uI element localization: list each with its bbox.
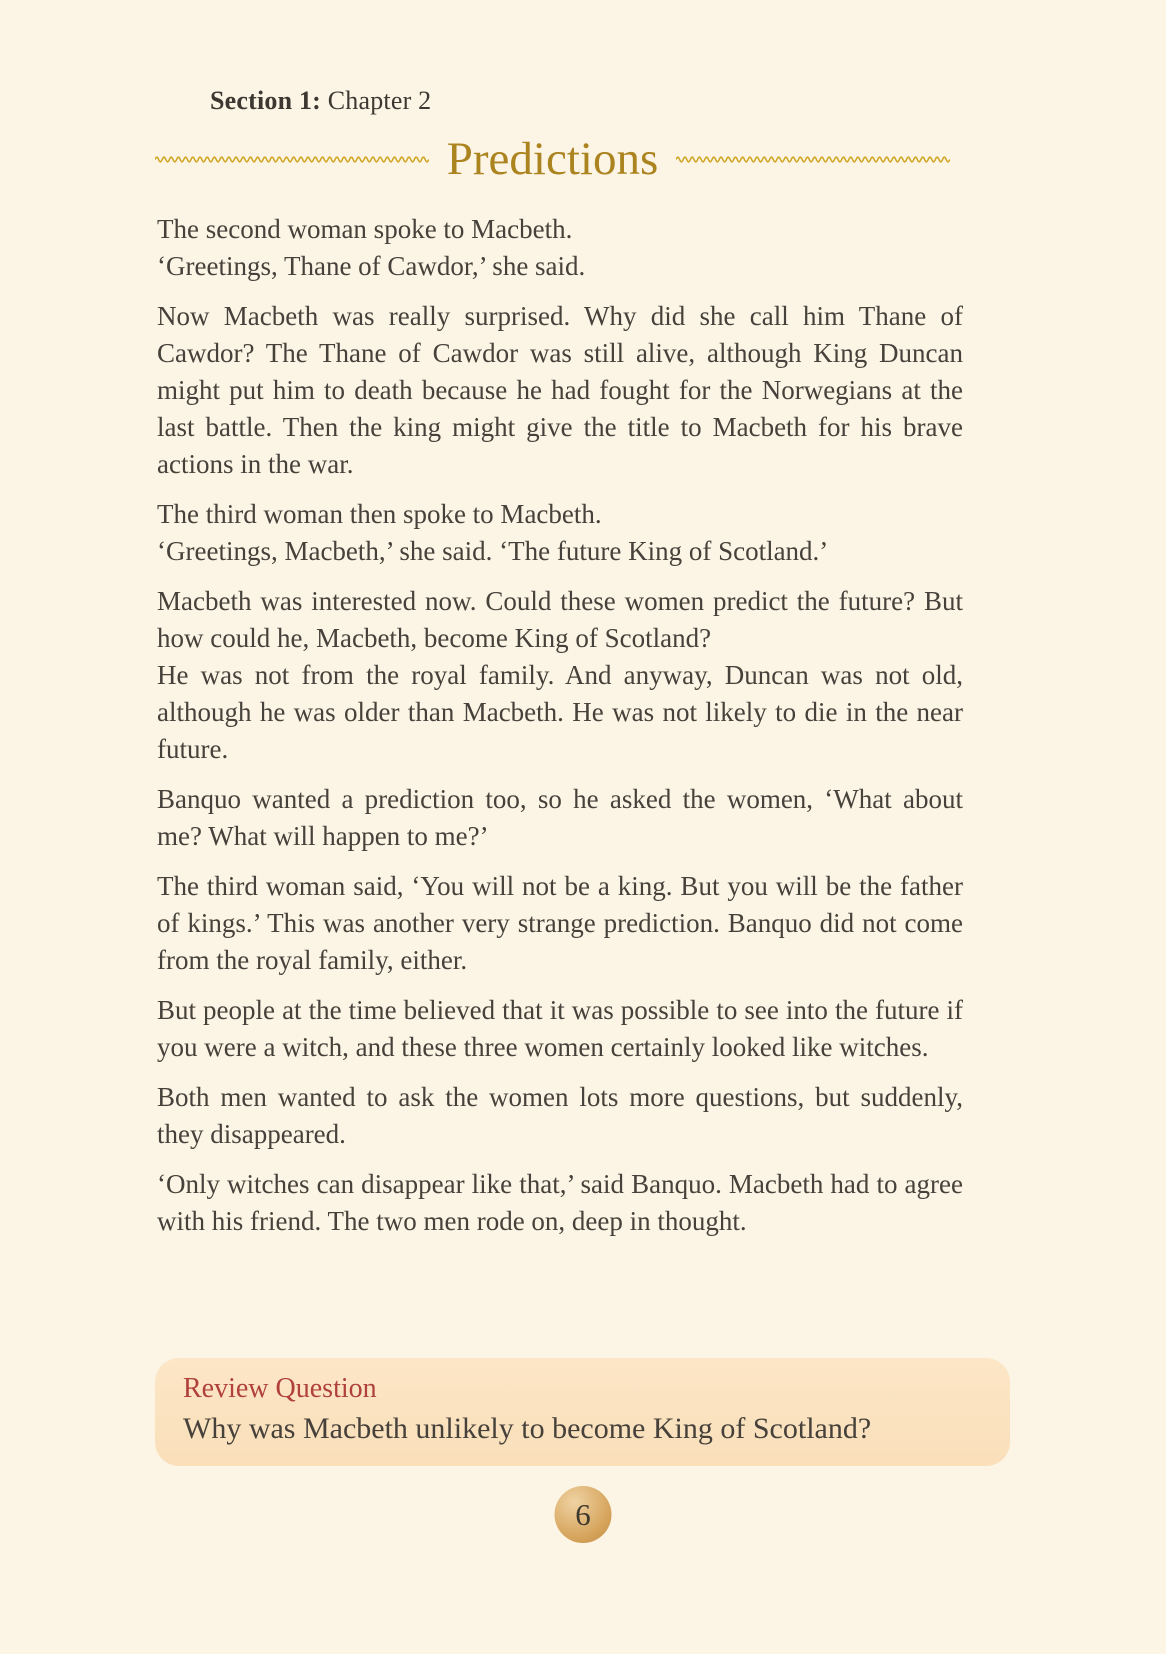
paragraph: But people at the time believed that it was possible to see into the future if you were a witch, and these three women certainly looked like witches. <box>157 995 963 1062</box>
paragraph: Banquo wanted a prediction too, so he asked the women, ‘What about me? What will happen to me?’ <box>157 784 963 851</box>
wavy-rule-right-icon <box>676 155 950 164</box>
chapter-label: Chapter 2 <box>327 86 432 115</box>
section-label: Section 1: <box>210 86 322 115</box>
review-question-text: Why was Macbeth unlikely to become King of Scotland? <box>183 1412 872 1445</box>
paragraph: Macbeth was interested now. Could these women predict the future? But how could he, Macbeth, become King of Scotland? He was not from the royal family. And anyway, Duncan was not old, although he was older than Macbeth. He was not likely to die in the near future. <box>157 586 963 764</box>
paragraph: The second woman spoke to Macbeth. ‘Greetings, Thane of Cawdor,’ she said. <box>157 214 586 281</box>
paragraph: The third woman said, ‘You will not be a king. But you will be the father of kings.’ This was another very strange prediction. Banquo did not come from the royal family, either. <box>157 871 963 975</box>
paragraph: ‘Only witches can disappear like that,’ said Banquo. Macbeth had to agree with his friend. The two men rode on, deep in thought. <box>157 1169 963 1236</box>
chapter-header <box>210 86 1166 116</box>
wavy-rule-left-icon <box>155 155 429 164</box>
review-question-heading: Review Question <box>183 1373 377 1404</box>
paragraph: Both men wanted to ask the women lots more questions, but suddenly, they disappeared. <box>157 1082 963 1149</box>
page-title: Predictions <box>446 133 659 185</box>
paragraph: The third woman then spoke to Macbeth. ‘Greetings, Macbeth,’ she said. ‘The future King of Scotland.’ <box>157 499 829 566</box>
title-row <box>155 133 950 185</box>
review-question-box <box>155 1358 1010 1466</box>
body-paragraphs <box>157 211 963 1240</box>
page-number-badge <box>555 1486 612 1543</box>
page-number: 6 <box>575 1496 591 1532</box>
paragraph: Now Macbeth was really surprised. Why did she call him Thane of Cawdor? The Thane of Cawdor was still alive, although King Duncan might put him to death because he had fought for the Norwegians at the last battle. Then the king might give the title to Macbeth for his brave actions in the war. <box>157 301 963 479</box>
